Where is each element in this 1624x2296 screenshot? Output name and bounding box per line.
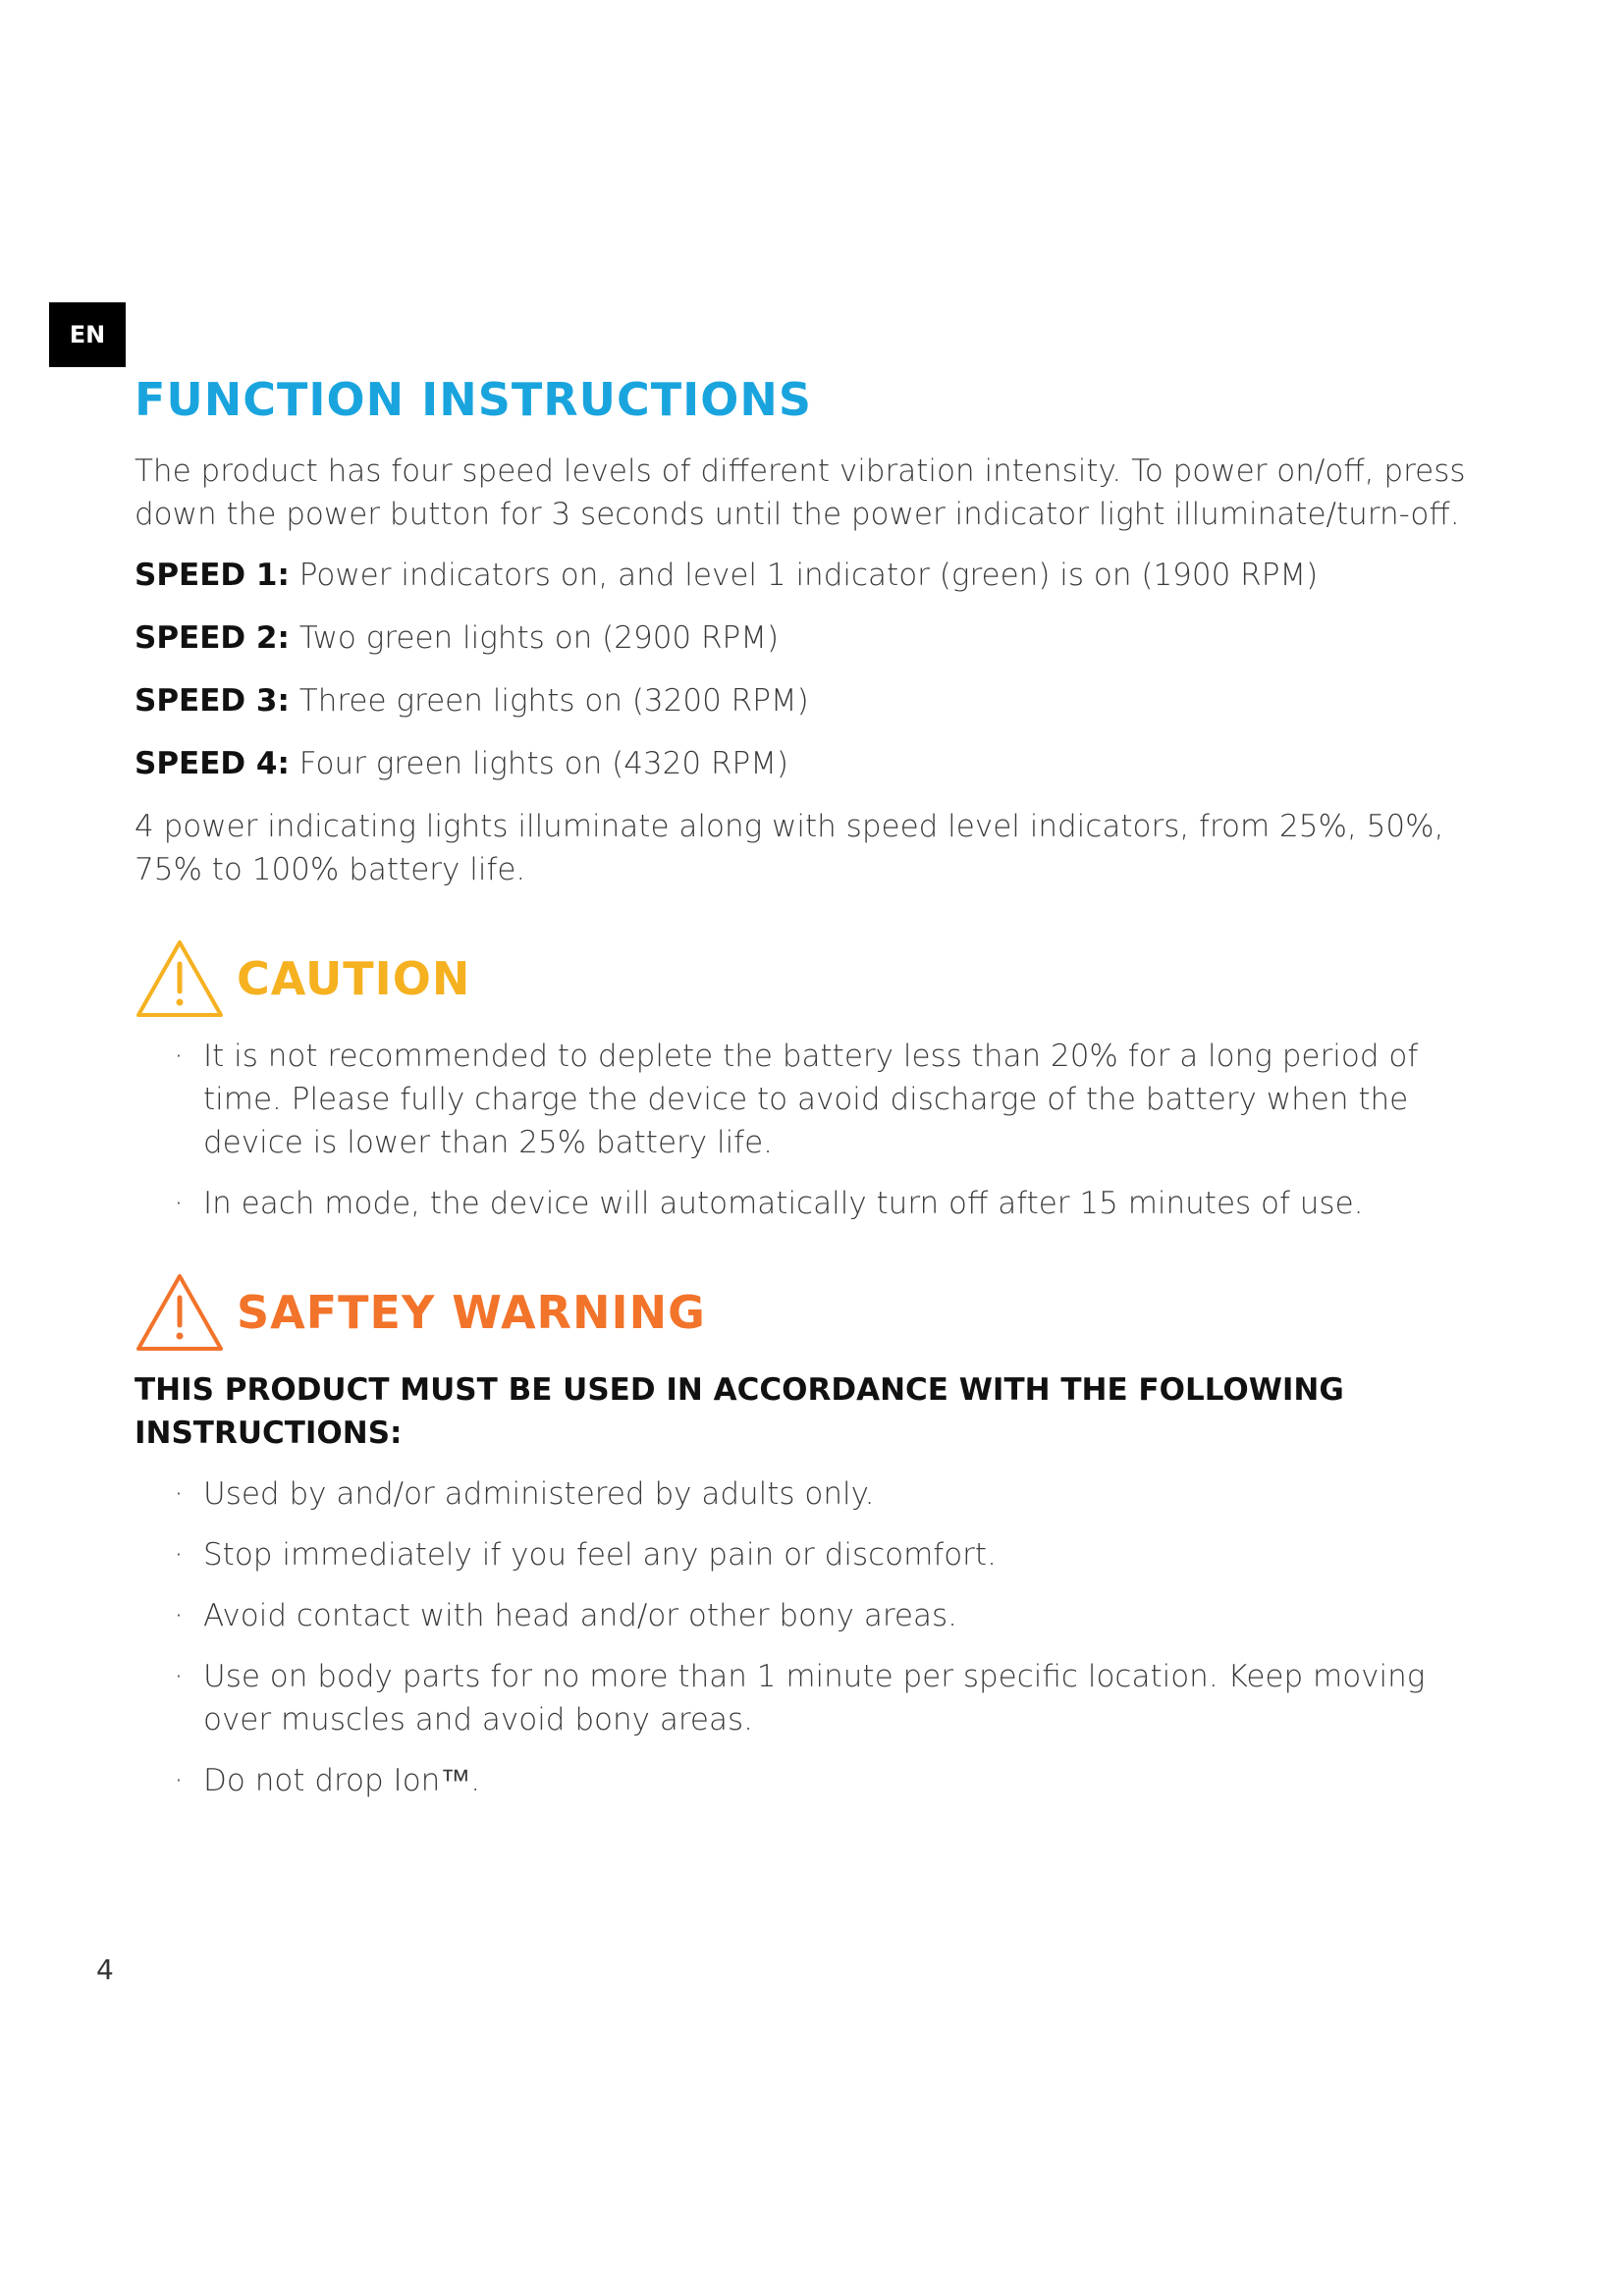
caution-heading: CAUTION bbox=[237, 952, 471, 1005]
caution-item: · In each mode, the device will automatically turn off after 15 minutes of use. bbox=[174, 1182, 1470, 1225]
speed-3-text: Three green lights on (3200 RPM) bbox=[289, 683, 809, 719]
speed-2 bbox=[135, 616, 1470, 660]
safety-list bbox=[174, 1472, 1470, 1802]
speed-1-text: Power indicators on, and level 1 indicator (green) is on (1900 RPM) bbox=[289, 558, 1319, 593]
safety-item: · Do not drop Ion™. bbox=[174, 1759, 1470, 1802]
battery-info: 4 power indicating lights illuminate along with speed level indicators, from 25%, 50%, 75% to 100% battery life. bbox=[135, 809, 1444, 887]
speed-2-text: Two green lights on (2900 RPM) bbox=[289, 620, 780, 656]
function-intro: The product has four speed levels of different vibration intensity. To power on/off, press down the power button for 3 seconds until the power indicator light illuminate/turn-off. bbox=[135, 454, 1466, 532]
speed-4 bbox=[135, 742, 1470, 785]
function-heading: FUNCTION INSTRUCTIONS bbox=[135, 373, 813, 426]
speed-3 bbox=[135, 679, 1470, 722]
safety-warning-icon bbox=[135, 1272, 225, 1353]
speed-2-label: SPEED 2: bbox=[135, 620, 290, 656]
safety-item: · Avoid contact with head and/or other bony areas. bbox=[174, 1594, 1470, 1637]
speed-1 bbox=[135, 554, 1470, 597]
safety-item: · Stop immediately if you feel any pain or discomfort. bbox=[174, 1533, 1470, 1576]
safety-header bbox=[135, 1272, 1470, 1353]
caution-header bbox=[135, 938, 1470, 1019]
page-number: 4 bbox=[96, 1953, 114, 1986]
speed-4-text: Four green lights on (4320 RPM) bbox=[289, 746, 789, 781]
speed-1-label: SPEED 1: bbox=[135, 558, 290, 593]
page-content bbox=[135, 373, 1470, 1820]
speed-4-label: SPEED 4: bbox=[135, 746, 290, 781]
safety-heading: SAFTEY WARNING bbox=[237, 1286, 706, 1339]
safety-subheading: THIS PRODUCT MUST BE USED IN ACCORDANCE WITH THE FOLLOWING INSTRUCTIONS: bbox=[135, 1372, 1344, 1451]
language-tag: EN bbox=[49, 302, 126, 367]
caution-item: · It is not recommended to deplete the battery less than 20% for a long period of time. Please fully charge the device to avoid discharge of the battery when the device is lower than 25% battery life. bbox=[174, 1035, 1470, 1164]
safety-item: · Use on body parts for no more than 1 minute per specific location. Keep moving over muscles and avoid bony areas. bbox=[174, 1655, 1470, 1741]
caution-list bbox=[174, 1035, 1470, 1225]
caution-warning-icon bbox=[135, 938, 225, 1019]
safety-item: · Used by and/or administered by adults only. bbox=[174, 1472, 1470, 1516]
speed-3-label: SPEED 3: bbox=[135, 683, 290, 719]
